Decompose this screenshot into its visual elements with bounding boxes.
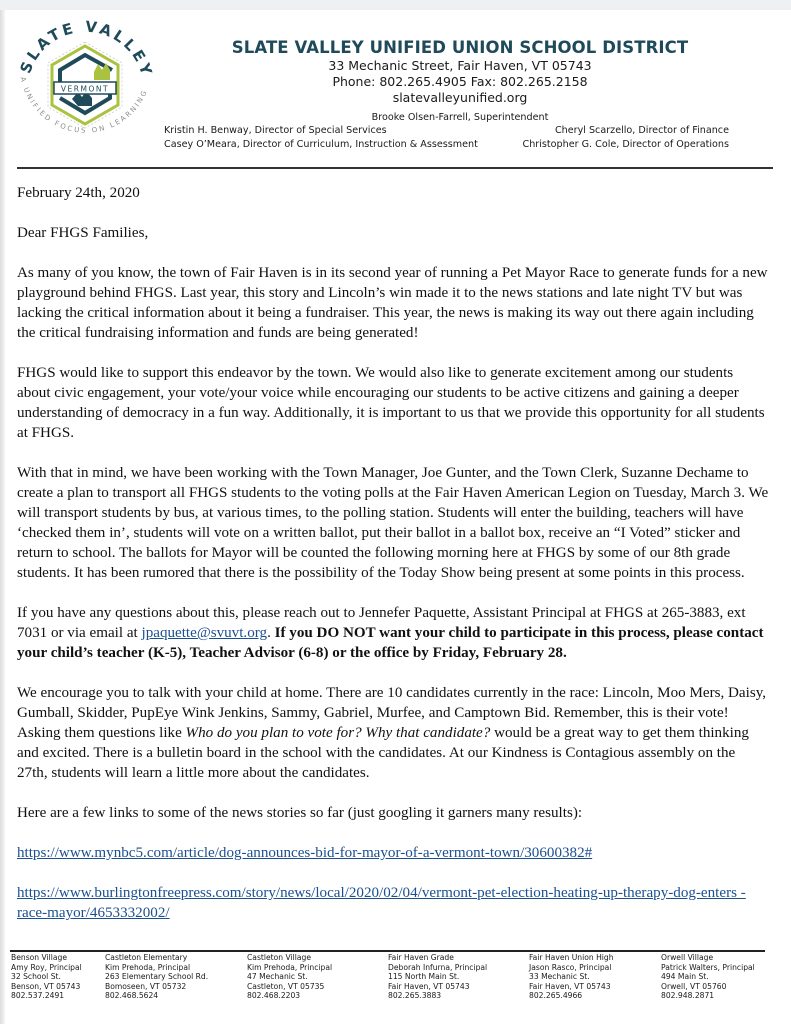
opt-out-notice: If you DO NOT want your child to participate in this process, please contact your child’s teacher (K-5), Teacher Advisor (6-8) or the office by Friday, February 28. [17,625,764,661]
school-principal: Amy Roy, Principal [11,962,82,972]
school-city: Bomoseen, VT 05732 [105,981,187,991]
school-phone: 802.537.2491 [11,991,65,1001]
top-band [0,0,791,10]
school-entry [247,953,388,1001]
logo-arc-top: SLATE VALLEY [16,17,157,80]
footer-divider [10,950,765,952]
contact-text: If you have any questions about this, please reach out to Jennefer Paquette, Assistant Principal at FHGS at 265-3883, ext 7031 or via email at [17,605,746,641]
paragraph-civic-engagement: FHGS would like to support this endeavor by the town. We would also like to generate excitement among our students about civic engagement, your vote/your voice while encouraging our students to be active citizens and gaining a deeper understanding of democracy in a fun way. Additionally, it is important to us that we provide this opportunity for all students at FHGS. [17,365,765,441]
district-logo [10,12,160,152]
school-principal: Kim Prehoda, Principal [105,962,191,972]
district-website: slatevalleyunified.org [392,90,528,105]
news-link-item [17,883,769,923]
candidates-text-tail: would be a great way to get them thinking and excited. There is a bulletin board in the school with the candidates. At our Kindness is Contagious assembly on the 27th, students will learn a little more about the candidates. [17,725,749,781]
contact-text-tail: . [267,625,275,641]
school-name: Castleton Elementary [105,953,188,962]
staff-right-2: Christopher G. Cole, Director of Operations [522,139,729,150]
letter-body [17,183,769,943]
candidates-text: We encourage you to talk with your child at home. There are 10 candidates currently in the race: Lincoln, Moo Mers, Daisy, Gumball, Skidder, PupEye Wink Jenkins, Sammy, Gabriel, Murfee, and Camptown Bid. Remember, this is their vote! Asking them questions like [17,685,767,741]
school-name: Orwell Village [661,953,714,962]
school-city: Castleton, VT 05735 [247,981,325,991]
email-link[interactable]: jpaquette@svuvt.org [141,625,268,641]
staff-left-1: Kristin H. Benway, Director of Special Services [164,125,387,136]
school-city: Fair Haven, VT 05743 [529,981,611,991]
school-street: 494 Main St. [661,972,709,982]
staff-right-1: Cheryl Scarzello, Director of Finance [554,125,729,136]
school-directory [11,953,771,1001]
school-phone: 802.265.3883 [388,991,442,1001]
school-street: 263 Elementary School Rd. [105,972,209,982]
school-principal: Kim Prehoda, Principal [247,962,333,972]
school-principal: Jason Rasco, Principal [529,962,612,972]
paragraph-voting-plan: With that in mind, we have been working with the Town Manager, Joe Gunter, and the Town Clerk, Suzanne Dechame to create a plan to transport all FHGS students to the voting polls at the Fair Haven American Legion on Tuesday, March 3. We will transport students by bus, at various times, to the polling station. Students will enter the building, teachers will have ‘checked them in’, students will vote on a written ballot, put their ballot in a ballot box, receive an “I Voted” sticker and return to school. The ballots for Mayor will be counted the following morning here at FHGS by some of our 8th grade students. It has been rumored that there is the possibility of the Today Show being present at some points in this process. [17,465,769,581]
school-city: Benson, VT 05743 [11,981,81,991]
school-principal: Deborah Infurna, Principal [388,962,488,972]
superintendent: Brooke Olsen-Farrell, Superintendent [371,112,549,123]
sample-questions: Who do you plan to vote for? Why that candidate? [185,725,491,741]
school-entry [11,953,105,1001]
staff-left-2: Casey O’Meara, Director of Curriculum, Instruction & Assessment [164,139,478,150]
school-entry [661,953,771,1001]
school-name: Castleton Village [247,953,312,962]
school-entry [529,953,661,1001]
school-phone: 802.265.4966 [529,991,583,1001]
school-name: Fair Haven Grade [388,953,454,962]
header-divider [17,167,773,169]
news-link-item [17,843,769,863]
school-principal: Patrick Walters, Principal [661,962,755,972]
paragraph-pet-mayor-race: As many of you know, the town of Fair Haven is in its second year of running a Pet Mayor Race to generate funds for a new playground behind FHGS. Last year, this story and Lincoln’s win made it to the news stations and late night TV but was lacking the critical information about it being a fundraiser. This year, the news is making its way out there again including the critical fundraising information and funds are being generated! [17,265,768,341]
school-city: Fair Haven, VT 05743 [388,981,470,991]
scan-edge [0,10,5,1024]
school-name: Benson Village [11,953,68,962]
district-title: SLATE VALLEY UNIFIED UNION SCHOOL DISTRICT [231,38,689,57]
school-street: 32 School St. [11,972,61,982]
school-city: Orwell, VT 05760 [661,981,727,991]
paragraph-contact [17,603,769,663]
school-name: Fair Haven Union High [529,953,614,962]
school-street: 47 Mechanic St. [247,972,308,982]
school-street: 33 Mechanic St. [529,972,590,982]
school-street: 115 North Main St. [388,972,460,982]
news-link-burlingtonfreepress[interactable]: https://www.burlingtonfreepress.com/story/news/local/2020/02/04/vermont-pet-election-heating-up-therapy-dog-enters -race-mayor/4653332002/ [17,885,746,921]
paragraph-candidates [17,683,769,783]
school-phone: 802.468.5624 [105,991,159,1001]
paragraph-links-intro: Here are a few links to some of the news stories so far (just googling it garners many results): [17,805,583,821]
logo-badge-text: VERMONT [60,84,110,94]
logo-arc-bottom: A UNIFIED FOCUS ON LEARNING [18,76,150,135]
school-entry [105,953,247,1001]
school-phone: 802.948.2871 [661,991,715,1001]
news-link-mynbc5[interactable]: https://www.mynbc5.com/article/dog-announces-bid-for-mayor-of-a-vermont-town/30600382# [17,845,593,861]
letter-date: February 24th, 2020 [17,185,140,201]
district-phone-fax: Phone: 802.265.4905 Fax: 802.265.2158 [332,74,588,89]
district-address: 33 Mechanic Street, Fair Haven, VT 05743 [328,58,592,73]
school-entry [388,953,529,1001]
school-phone: 802.468.2203 [247,991,301,1001]
letter-salutation: Dear FHGS Families, [17,225,149,241]
